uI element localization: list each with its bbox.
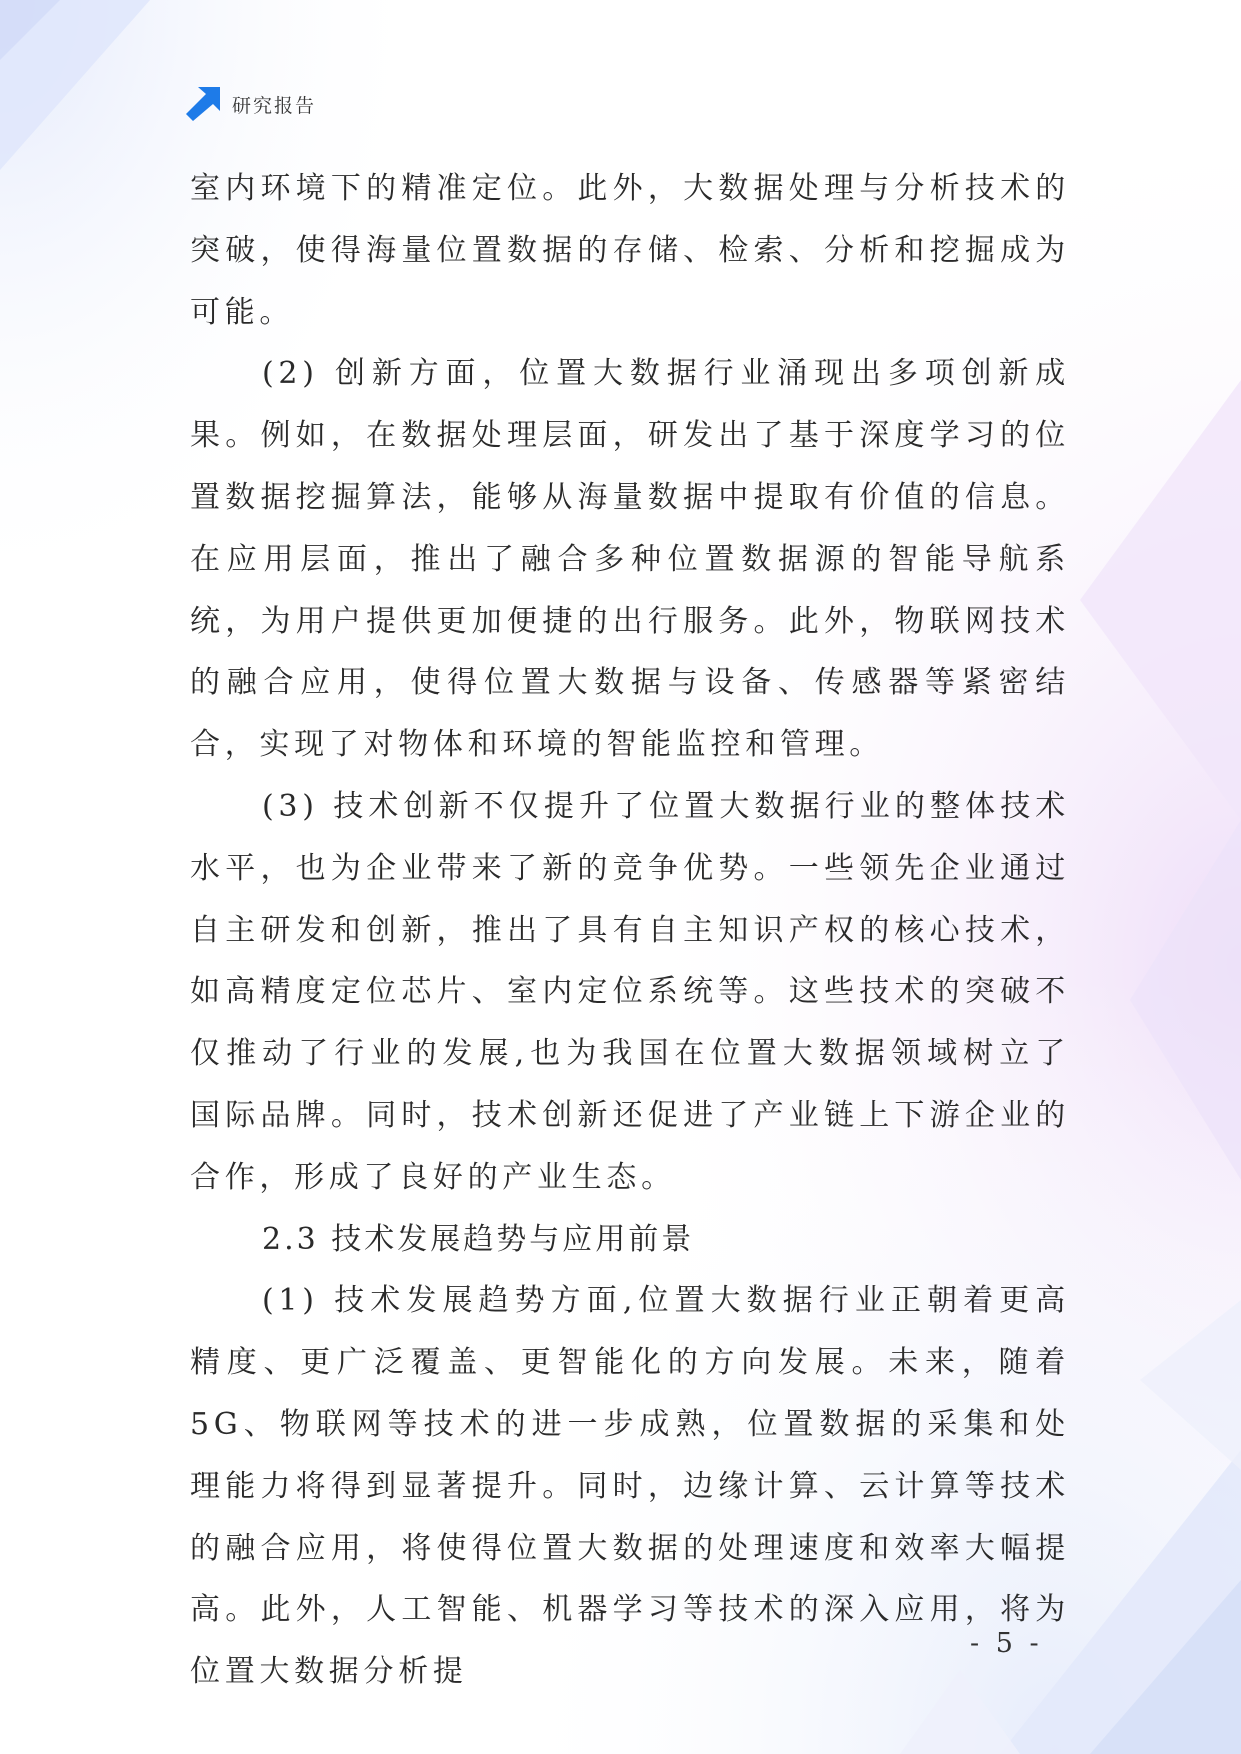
section-heading: 2.3 技术发展趋势与应用前景: [262, 1221, 695, 1257]
paragraph-trends: (1) 技术发展趋势方面,位置大数据行业正朝着更高精度、更广泛覆盖、更智能化的方向发展。未来，随着 5G、物联网等技术的进一步成熟，位置数据的采集和处理能力将得到显著提升。同时，边缘计算、云计算等技术的融合应用，将使得位置大数据的处理速度和效率大幅提高。此外，人工智能、机器学习等技术的深入应用，将为位置大数据分析提: [190, 1283, 1070, 1690]
document-body: [190, 158, 1070, 1703]
arrow-logo-icon: [186, 87, 220, 121]
header-title: 研究报告: [232, 94, 317, 117]
paragraph-continuation: 室内环境下的精准定位。此外，大数据处理与分析技术的突破，使得海量位置数据的存储、检索、分析和挖掘成为可能。: [190, 171, 1070, 330]
report-header: [186, 86, 316, 122]
page-number: - 5 -: [970, 1628, 1043, 1659]
paragraph-innovation: (2) 创新方面，位置大数据行业涌现出多项创新成果。例如，在数据处理层面，研发出了基于深度学习的位置数据挖掘算法，能够从海量数据中提取有价值的信息。在应用层面，推出了融合多种位置数据源的智能导航系统，为用户提供更加便捷的出行服务。此外，物联网技术的融合应用，使得位置大数据与设备、传感器等紧密结合，实现了对物体和环境的智能监控和管理。: [190, 356, 1070, 763]
paragraph-competitive-advantage: (3) 技术创新不仅提升了位置大数据行业的整体技术水平，也为企业带来了新的竞争优势。一些领先企业通过自主研发和创新，推出了具有自主知识产权的核心技术，如高精度定位芯片、室内定位系统等。这些技术的突破不仅推动了行业的发展,也为我国在位置大数据领域树立了国际品牌。同时，技术创新还促进了产业链上下游企业的合作，形成了良好的产业生态。: [190, 788, 1070, 1195]
